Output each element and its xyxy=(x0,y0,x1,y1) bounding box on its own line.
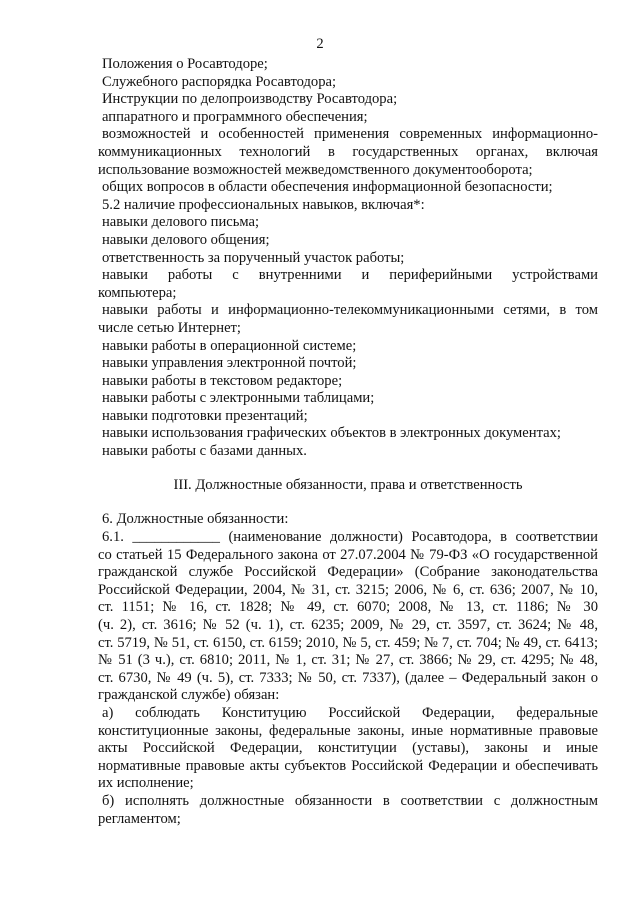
qualification-line: общих вопросов в области обеспечения информационной безопасности; xyxy=(102,179,553,196)
duties-line: гражданской службе) обязан: xyxy=(98,687,280,704)
duties-subheading: 6. Должностные обязанности: xyxy=(102,511,289,527)
duties-line: ст. 6730, № 49 (ч. 5), ст. 7333; № 50, ст. 7337), (далее – Федеральный закон о xyxy=(98,669,598,686)
qualification-line: навыки использования графических объектов в электронных документах; xyxy=(102,425,561,442)
qualification-line: числе сетью Интернет; xyxy=(98,319,241,336)
duties-line: их исполнение; xyxy=(98,775,194,792)
qualification-line: навыки управления электронной почтой; xyxy=(102,355,357,372)
duties-line: а) соблюдать Конституцию Российской Федерации, федеральные xyxy=(102,704,598,721)
qualification-line: навыки работы с электронными таблицами; xyxy=(102,390,375,407)
qualification-line: коммуникационных технологий в государственных органах, включая xyxy=(98,143,598,160)
qualification-line: навыки работы с базами данных. xyxy=(102,443,307,460)
qualification-line: аппаратного и программного обеспечения; xyxy=(102,108,368,125)
qualification-line: Положения о Росавтодоре; xyxy=(102,56,268,72)
duties-line: ст. 5719, № 51, ст. 6150, ст. 6159; 2010, № 5, ст. 459; № 7, ст. 704; № 49, ст. 6413; xyxy=(98,634,598,651)
duties-line: конституционные законы, федеральные законы, иные нормативные правовые xyxy=(98,722,598,739)
duties-line: гражданской службе Российской Федерации» (Собрание законодательства xyxy=(98,564,598,581)
qualification-line: 5.2 наличие профессиональных навыков, включая*: xyxy=(102,196,425,213)
page-number: 2 xyxy=(316,36,324,52)
duties-line: нормативные правовые акты субъектов Российской Федерации и обеспечивать xyxy=(98,757,598,774)
duties-subheading-wrap xyxy=(98,511,598,529)
qualification-line: возможностей и особенностей применения современных информационно- xyxy=(102,126,598,143)
duties-line: акты Российской Федерации, конституции (уставы), законы и иные xyxy=(98,740,598,757)
duties-line: 6.1. ____________ (наименование должности) Росавтодора, в соответствии xyxy=(102,529,598,545)
qualification-line: Служебного распорядка Росавтодора; xyxy=(102,73,337,90)
qualification-line: компьютера; xyxy=(98,284,177,301)
qualification-line: навыки работы с внутренними и периферийными устройствами xyxy=(102,267,598,284)
qualification-line: навыки работы в текстовом редакторе; xyxy=(102,372,343,389)
qualification-line: навыки делового общения; xyxy=(102,231,270,248)
duties-line: регламентом; xyxy=(98,810,181,827)
duties-line: б) исполнять должностные обязанности в соответствии с должностным xyxy=(102,792,598,809)
duties-line: со статьей 15 Федерального закона от 27.07.2004 № 79-ФЗ «О государственной xyxy=(98,546,598,563)
duties-line: Российской Федерации, 2004, № 31, ст. 3215; 2006, № 6, ст. 636; 2007, № 10, xyxy=(98,581,598,598)
duties-line: ст. 1151; № 16, ст. 1828; № 49, ст. 6070; 2008, № 13, ст. 1186; № 30 xyxy=(98,599,598,616)
qualification-line: Инструкции по делопроизводству Росавтодора; xyxy=(102,91,398,108)
duties-line: № 51 (3 ч.), ст. 6810; 2011, № 1, ст. 31; № 27, ст. 3866; № 29, ст. 4295; № 48, xyxy=(98,652,598,669)
qualification-line: навыки подготовки презентаций; xyxy=(102,407,308,424)
duties-list xyxy=(98,529,598,828)
qualification-line: навыки работы и информационно-телекоммуникационными сетями, в том xyxy=(102,302,598,319)
section-heading: III. Должностные обязанности, права и ответственность xyxy=(173,477,523,493)
qualification-line: ответственность за порученный участок работы; xyxy=(102,249,405,266)
qualification-line: навыки делового письма; xyxy=(102,214,260,231)
qualification-line: использование возможностей межведомственного документооборота; xyxy=(98,161,533,178)
duties-line: (ч. 2), ст. 3616; № 52 (ч. 1), ст. 6235; 2009, № 29, ст. 3597, ст. 3624; № 48, xyxy=(98,616,598,633)
qualification-list xyxy=(98,56,598,461)
qualification-line: навыки работы в операционной системе; xyxy=(102,337,357,354)
